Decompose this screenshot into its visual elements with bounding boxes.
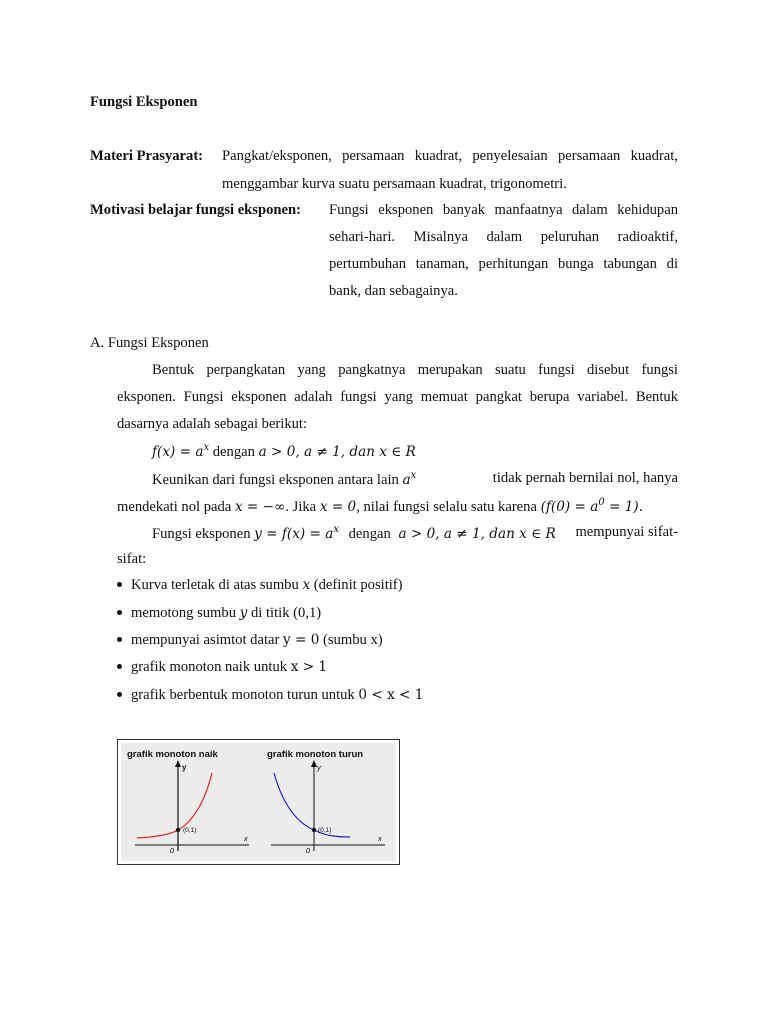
p2-math-3a: (f(0) = a <box>540 498 599 515</box>
list-item <box>117 577 403 594</box>
prasyarat-line-2: menggambar kurva suatu persamaan kuadrat, trigonometri. <box>222 176 567 192</box>
p2-math-x: x <box>410 470 417 481</box>
bullet-text-post: di titik (0,1) <box>247 605 322 621</box>
p2-text-2b: . Jika <box>285 498 317 515</box>
right-origin-label: 0 <box>306 846 311 855</box>
right-y-label: y <box>317 763 321 772</box>
paragraph-3-line-2: sifat: <box>117 551 147 567</box>
p2-math-a: a <box>402 471 411 488</box>
left-origin-label: 0 <box>170 846 175 855</box>
left-graph-title: grafik monoton naik <box>127 749 218 760</box>
bullet-icon <box>117 610 122 615</box>
p2-text-1: Keunikan dari fungsi eksponen antara lain <box>152 471 399 488</box>
bullet-icon <box>117 692 122 697</box>
formula-lhs: f(x) = a <box>152 443 204 460</box>
bullet-math: x <box>302 577 311 593</box>
list-item <box>117 632 383 649</box>
bullet-icon <box>117 582 122 587</box>
left-point-label: (0,1) <box>183 827 197 834</box>
left-intercept-point <box>176 828 180 832</box>
formula-exponent: x <box>203 442 210 453</box>
motivasi-line-1: Fungsi eksponen banyak manfaatnya dalam kehidupan <box>329 202 678 218</box>
paragraph-1-line-3: dasarnya adalah sebagai berikut: <box>117 416 308 432</box>
increasing-curve <box>137 773 212 838</box>
bullet-text: mempunyai asimtot datar <box>131 632 283 648</box>
p2-text-2a: mendekati nol pada <box>117 498 232 515</box>
document-title: Fungsi Eksponen <box>90 94 198 110</box>
figure-svg <box>121 743 396 861</box>
formula-connector: dengan <box>212 443 255 460</box>
motivasi-line-3: pertumbuhan tanaman, perhitungan bunga tabungan di <box>329 256 678 272</box>
paragraph-3-line-1-end: mempunyai sifat- <box>575 524 678 540</box>
decreasing-curve <box>274 773 350 837</box>
paragraph-1-line-2: eksponen. Fungsi eksponen adalah fungsi yang memuat pangkat berupa variabel. Bentuk <box>117 389 678 405</box>
prasyarat-label: Materi Prasyarat: <box>90 148 204 164</box>
p3-math-1: y = f(x) = a <box>254 525 334 542</box>
paragraph-3-line-1 <box>152 524 556 543</box>
bullet-text: grafik berbentuk monoton turun untuk <box>131 687 359 703</box>
left-x-label: x <box>244 834 248 843</box>
bullet-math: 0 < x < 1 <box>358 687 424 703</box>
section-a-heading: A. Fungsi Eksponen <box>90 335 209 351</box>
p2-math-3b: = 1). <box>604 498 644 515</box>
bullet-icon <box>117 637 122 642</box>
p2-text-2c: , nilai fungsi selalu satu karena <box>356 498 537 515</box>
right-point-label: (0,1) <box>318 827 332 834</box>
paragraph-1-line-1: Bentuk perpangkatan yang pangkatnya merupakan suatu fungsi disebut fungsi <box>152 362 678 378</box>
list-item <box>117 659 327 676</box>
bullet-math: y <box>239 605 248 621</box>
bullet-text: memotong sumbu <box>131 605 240 621</box>
bullet-text-post: (sumbu x) <box>319 632 383 648</box>
p3-text-2: dengan <box>348 525 391 542</box>
paragraph-2-line-1a <box>152 470 416 489</box>
p3-text-1: Fungsi eksponen <box>152 525 251 542</box>
bullet-icon <box>117 664 122 669</box>
right-intercept-point <box>312 828 316 832</box>
p2-math-1: x = −∞ <box>234 498 286 515</box>
paragraph-2-line-1b: tidak pernah bernilai nol, hanya <box>492 470 678 486</box>
bullet-text: grafik monoton naik untuk <box>131 659 291 675</box>
motivasi-line-2: sehari-hari. Misalnya dalam peluruhan radioaktif, <box>329 229 678 245</box>
bullet-text-post: (definit positif) <box>310 577 403 593</box>
bullet-math: y = 0 <box>282 632 320 648</box>
p3-math-2: a > 0, a ≠ 1, dan x ∈ R <box>398 525 556 542</box>
bullet-math: x > 1 <box>290 659 328 675</box>
list-item <box>117 687 423 704</box>
p2-math-2: x = 0 <box>319 498 357 515</box>
left-y-label: y <box>182 763 187 772</box>
bullet-text: Kurva terletak di atas sumbu <box>131 577 303 593</box>
motivasi-line-4: bank, dan sebagainya. <box>329 283 458 299</box>
figure-background <box>121 743 396 861</box>
definition-formula <box>152 442 416 461</box>
left-y-arrow-icon <box>175 760 181 767</box>
motivasi-label: Motivasi belajar fungsi eksponen: <box>90 202 301 218</box>
list-item <box>117 605 321 622</box>
right-x-label: x <box>378 834 382 843</box>
right-graph-title: grafik monoton turun <box>267 749 364 760</box>
exponential-graphs-figure <box>117 739 400 865</box>
paragraph-2-line-2 <box>117 497 643 516</box>
prasyarat-line-1: Pangkat/eksponen, persamaan kuadrat, penyelesaian persamaan kuadrat, <box>222 148 678 164</box>
p3-math-sup: x <box>333 524 339 535</box>
formula-conditions: a > 0, a ≠ 1, dan x ∈ R <box>258 443 416 460</box>
p2-math-3-sup: 0 <box>598 497 605 508</box>
